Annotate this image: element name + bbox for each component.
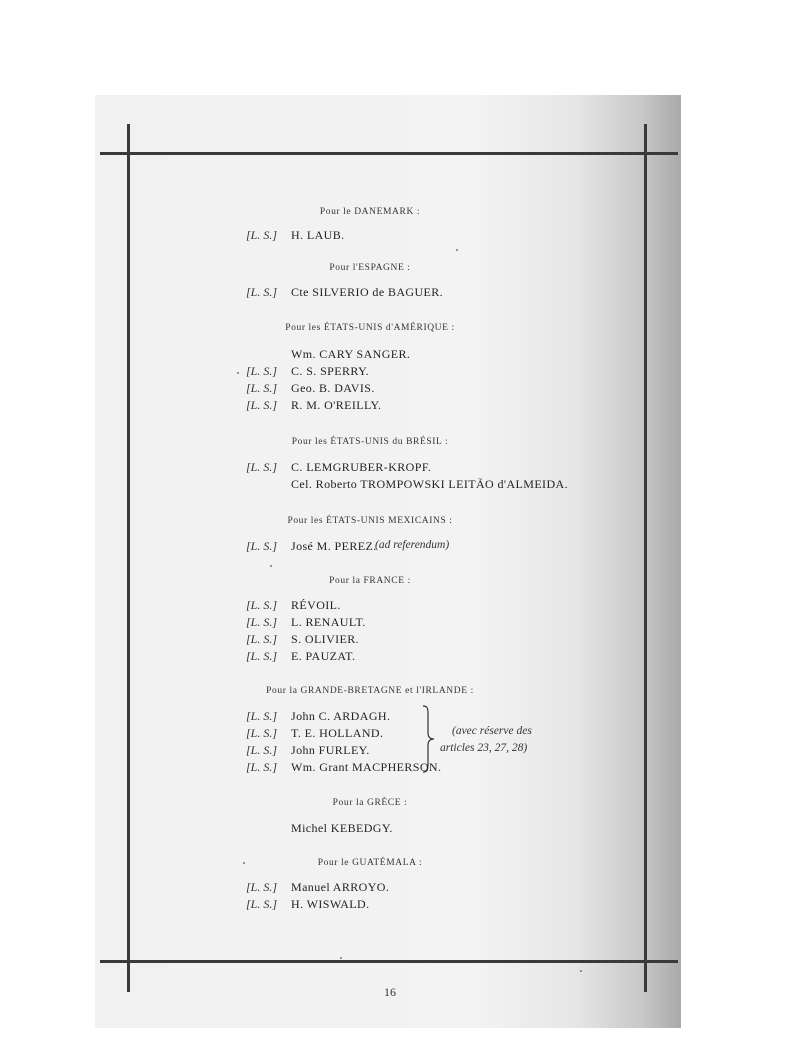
seal-mark: [L. S.]: [246, 364, 278, 378]
seal-mark: [L. S.]: [246, 615, 278, 629]
paper-speck: [340, 957, 342, 959]
section-heading: Pour le DANEMARK :: [319, 207, 421, 217]
signatory-name: Manuel ARROYO.: [291, 880, 390, 894]
section-heading: Pour les ÉTATS-UNIS d'AMÉRIQUE :: [285, 323, 455, 333]
signatory-name: H. LAUB.: [291, 228, 345, 242]
ad-referendum-note: (ad referendum): [375, 539, 450, 551]
paper-speck: [270, 565, 272, 567]
signatory-name: T. E. HOLLAND.: [291, 726, 384, 740]
seal-mark: [L. S.]: [246, 743, 278, 757]
seal-mark: [L. S.]: [246, 598, 278, 612]
section-heading: Pour le GUATÉMALA :: [317, 858, 423, 868]
signatory-name: Wm. CARY SANGER.: [291, 347, 411, 361]
seal-mark: [L. S.]: [246, 460, 278, 474]
paper-speck: [580, 970, 582, 972]
seal-mark: [L. S.]: [246, 649, 278, 663]
paper-speck: [456, 249, 458, 251]
right-rule: [644, 124, 647, 992]
reservation-note: articles 23, 27, 28): [440, 742, 528, 754]
seal-mark: [L. S.]: [246, 760, 278, 774]
signatory-name: S. OLIVIER.: [291, 632, 360, 646]
seal-mark: [L. S.]: [246, 398, 278, 412]
seal-mark: [L. S.]: [246, 709, 278, 723]
seal-mark: [L. S.]: [246, 539, 278, 553]
seal-mark: [L. S.]: [246, 285, 278, 299]
seal-mark: [L. S.]: [246, 880, 278, 894]
signatory-name: RÉVOIL.: [291, 598, 341, 612]
section-heading: Pour la GRANDE-BRETAGNE et l'IRLANDE :: [266, 686, 474, 696]
seal-mark: [L. S.]: [246, 632, 278, 646]
signatory-name: C. LEMGRUBER-KROPF.: [291, 460, 432, 474]
section-heading: Pour l'ESPAGNE :: [329, 263, 411, 273]
signatory-name: L. RENAULT.: [291, 615, 366, 629]
signatory-name: Michel KEBEDGY.: [291, 821, 393, 835]
signatory-name: C. S. SPERRY.: [291, 364, 370, 378]
reservation-note: (avec réserve des: [452, 725, 532, 737]
section-heading: Pour la GRÈCE :: [332, 798, 408, 808]
bottom-rule: [100, 960, 678, 963]
top-rule: [100, 152, 678, 155]
signatory-name: Cel. Roberto TROMPOWSKI LEITÃO d'ALMEIDA.: [291, 477, 568, 491]
signatory-name: John FURLEY.: [291, 743, 370, 757]
signatory-name: Geo. B. DAVIS.: [291, 381, 375, 395]
seal-mark: [L. S.]: [246, 381, 278, 395]
seal-mark: [L. S.]: [246, 228, 278, 242]
signatory-name: H. WISWALD.: [291, 897, 370, 911]
signatory-name: José M. PEREZ.: [291, 539, 377, 553]
seal-mark: [L. S.]: [246, 726, 278, 740]
curly-brace: [421, 705, 437, 773]
signatory-name: Wm. Grant MACPHERSON.: [291, 760, 442, 774]
signatory-name: R. M. O'REILLY.: [291, 398, 382, 412]
section-heading: Pour la FRANCE :: [329, 576, 411, 586]
left-rule: [127, 124, 130, 992]
signatory-name: Cte SILVERIO de BAGUER.: [291, 285, 444, 299]
seal-mark: [L. S.]: [246, 897, 278, 911]
section-heading: Pour les ÉTATS-UNIS du BRÉSIL :: [291, 437, 449, 447]
page-number: 16: [384, 985, 396, 999]
paper-speck: [243, 862, 245, 864]
signatory-name: John C. ARDAGH.: [291, 709, 391, 723]
section-heading: Pour les ÉTATS-UNIS MEXICAINS :: [287, 516, 453, 526]
paper-speck: [237, 372, 239, 374]
signatory-name: E. PAUZAT.: [291, 649, 356, 663]
